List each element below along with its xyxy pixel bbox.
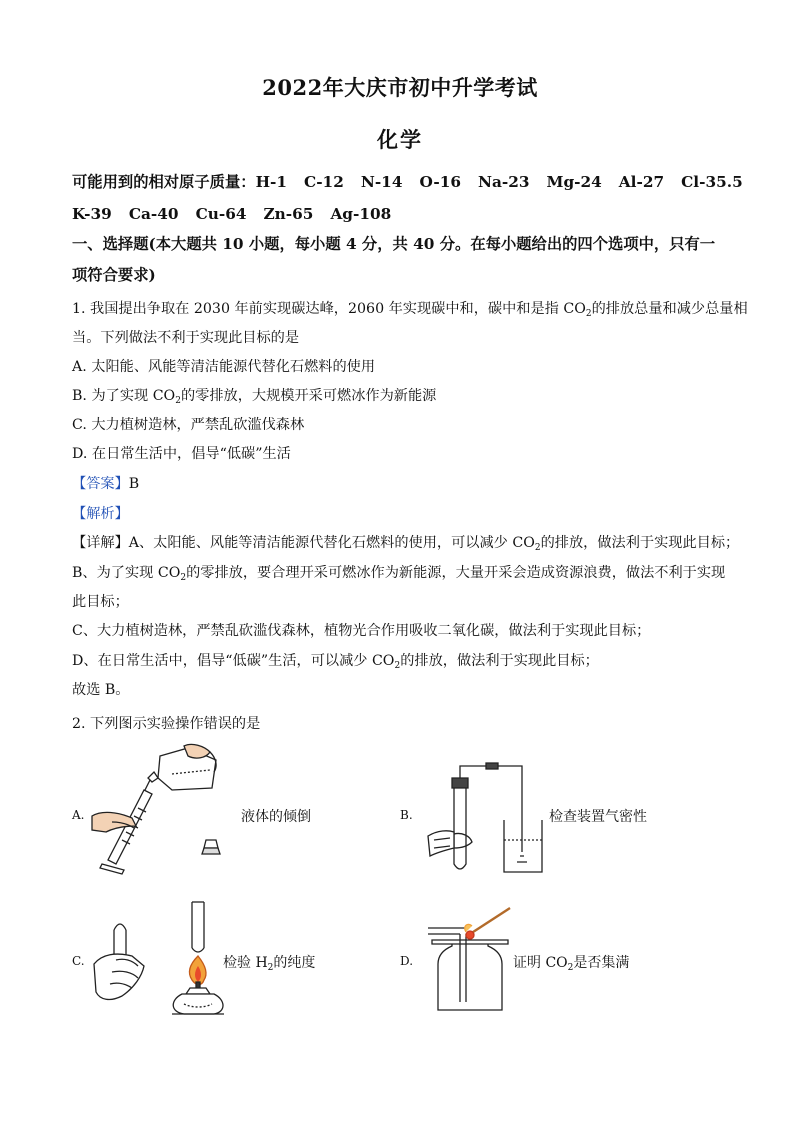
section-heading-line-1: 一、选择题(本大题共 10 小题，每小题 4 分，共 40 分。在每小题给出的四个选项中，只有一: [72, 235, 716, 253]
subscript: 2: [267, 963, 274, 973]
q2-option-c-caption: [223, 952, 315, 972]
q1-option-a: A. 太阳能、风能等清洁能源代替化石燃料的使用: [72, 359, 376, 375]
atomic-mass-label: 可能用到的相对原子质量：: [72, 173, 256, 191]
q1-detail-line-4: C、大力植树造林，严禁乱砍滥伐森林，植物光合作用吸收二氧化碳，做法利于实现此目标；: [72, 623, 651, 639]
atomic-mass-item: K-39: [72, 205, 112, 223]
exam-subject: 化学: [377, 127, 423, 152]
q2-option-a-caption: 液体的倾倒: [241, 809, 311, 825]
q1-detail-line-1: [72, 533, 739, 553]
subscript: 2: [394, 661, 401, 671]
subscript: 2: [180, 573, 187, 583]
atomic-mass-item: N-14: [360, 173, 403, 191]
exam-title: 2022年大庆市初中升学考试: [262, 75, 538, 100]
atomic-mass-item: Ca-40: [128, 205, 179, 223]
atomic-mass-item: Zn-65: [263, 205, 314, 223]
q1-stem-line-2: 当。下列做法不利于实现此目标的是: [72, 330, 300, 346]
q2-option-b-letter: B.: [400, 808, 413, 822]
detail-text: 的排放，做法利于实现此目标；: [400, 653, 599, 669]
atomic-mass-item: Cl-35.5: [681, 173, 743, 191]
caption-text: 检验 H: [223, 955, 268, 971]
q1-detail-line-2: [72, 563, 725, 583]
q1-option-b-text: B. 为了实现 CO: [72, 388, 176, 404]
section-heading-line-2: 项符合要求): [72, 266, 156, 284]
caption-text: 的纯度: [273, 955, 316, 971]
q1-detail-line-5: [72, 651, 599, 671]
q1-detail-line-3: 此目标；: [72, 594, 129, 610]
detail-text: B、为了实现 CO: [72, 565, 181, 581]
detail-text: 的排放，做法利于实现此目标；: [540, 535, 740, 551]
q2-option-d-caption: [513, 952, 629, 972]
caption-text: 是否集满: [573, 955, 630, 971]
atomic-mass-item: O-16: [419, 173, 461, 191]
atomic-mass-item: Ag-108: [330, 205, 392, 223]
answer-value: B: [128, 476, 140, 492]
q2-stem: 2. 下列图示实验操作错误的是: [72, 716, 261, 732]
analysis-tag: 【解析】: [72, 506, 129, 522]
q1-answer: [72, 474, 139, 494]
atomic-mass-row-1: [72, 172, 743, 192]
subscript: 2: [175, 396, 181, 406]
q1-option-d: D. 在日常生活中，倡导“低碳”生活: [72, 446, 291, 462]
atomic-mass-item: Na-23: [478, 173, 530, 191]
q2-option-c-letter: C.: [72, 954, 85, 968]
hydrogen-purity-test-illustration: [92, 896, 224, 1018]
q1-option-b-text: 的零排放，大规模开采可燃冰作为新能源: [180, 388, 437, 404]
caption-text: 证明 CO: [513, 955, 568, 971]
detail-text: D、在日常生活中，倡导“低碳”生活，可以减少 CO: [72, 653, 395, 669]
q1-stem-text: 的排放总量和减少总量相: [591, 301, 748, 317]
detail-text: 【详解】A、太阳能、风能等清洁能源代替化石燃料的使用，可以减少 CO: [72, 535, 535, 551]
q1-stem-line-1: [72, 299, 748, 319]
q2-option-b-caption: 检查装置气密性: [549, 809, 647, 825]
subscript: 2: [585, 309, 592, 319]
detail-text: 的零排放，要合理开采可燃冰作为新能源，大量开采会造成资源浪费，做法不利于实现: [186, 565, 726, 581]
q1-option-c: C. 大力植树造林，严禁乱砍滥伐森林: [72, 417, 305, 433]
airtightness-apparatus: [424, 760, 548, 880]
atomic-mass-item: Mg-24: [546, 173, 602, 191]
q1-option-b: [72, 386, 436, 406]
atomic-mass-item: Cu-64: [195, 205, 247, 223]
q1-stem-text: 1. 我国提出争取在 2030 年前实现碳达峰，2060 年实现碳中和，碳中和是指 CO: [72, 301, 586, 317]
q2-option-a-letter: A.: [72, 808, 85, 822]
atomic-mass-item: H-1: [255, 173, 288, 191]
atomic-mass-item: Al-27: [618, 173, 665, 191]
q2-option-d-letter: D.: [400, 954, 414, 968]
subscript: 2: [534, 543, 541, 553]
answer-tag: 【答案】: [72, 476, 129, 492]
subscript: 2: [567, 963, 574, 973]
atomic-mass-item: C-12: [304, 173, 344, 191]
pouring-liquid-illustration: [92, 744, 232, 876]
atomic-mass-row-2: [72, 204, 391, 224]
q1-detail-line-6: 故选 B。: [72, 682, 130, 698]
